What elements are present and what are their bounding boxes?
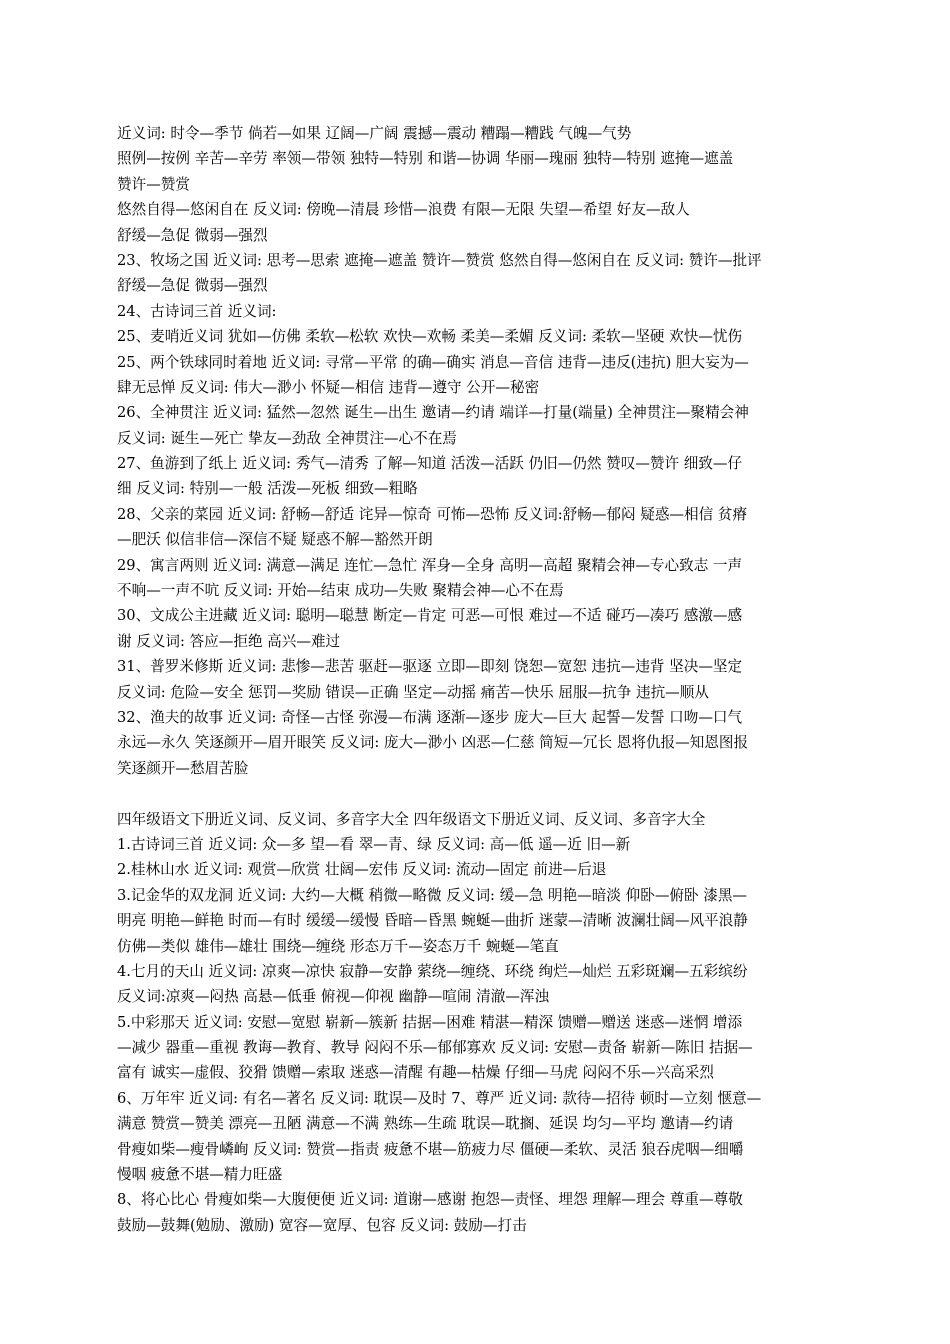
text-line: 舒缓—急促 微弱—强烈	[117, 277, 268, 295]
text-line: 24、古诗词三首 近义词:	[117, 302, 277, 320]
text-line: 5.中彩那天 近义词: 安慰—宽慰 崭新—簇新 拮据—困难 精湛—精深 馈赠—赠送 迷惑—迷惘 增添	[117, 1013, 743, 1031]
paragraph-gap	[117, 781, 837, 806]
text-line: 赞许—赞赏	[117, 175, 190, 193]
text-line: 3.记金华的双龙洞 近义词: 大约—大概 稍微—略微 反义词: 缓—急 明艳—暗淡 仰卧—俯卧 漆黑—	[117, 886, 748, 904]
text-line: 骨瘦如柴—瘦骨嶙峋 反义词: 赞赏—指责 疲惫不堪—筋疲力尽 僵硬—柔软、灵活 狼吞虎咽—细嚼	[117, 1140, 744, 1158]
text-line: 反义词: 诞生—死亡 挚友—劲敌 全神贯注—心不在焉	[117, 429, 457, 447]
text-line: 26、全神贯注 近义词: 猛然—忽然 诞生—出生 邀请—约请 端详—打量(端量) 全神贯注—聚精会神	[117, 404, 749, 422]
text-line: 1.古诗词三首 近义词: 众—多 望—看 翠—青、绿 反义词: 高—低 遥—近 旧—新	[117, 835, 631, 853]
text-line: 舒缓—急促 微弱—强烈	[117, 226, 268, 244]
text-line: 谢 反义词: 答应—拒绝 高兴—难过	[117, 632, 341, 650]
section-vocabulary-part1	[117, 121, 837, 781]
section-heading: 四年级语文下册近义词、反义词、多音字大全 四年级语文下册近义词、反义词、多音字大全	[117, 810, 706, 828]
text-line: —肥沃 似信非信—深信不疑 疑惑不解—豁然开朗	[117, 531, 433, 549]
text-line: 反义词:凉爽—闷热 高悬—低垂 俯视—仰视 幽静—喧闹 清澈—浑浊	[117, 988, 550, 1006]
text-line: 反义词: 危险—安全 惩罚—奖励 错误—正确 坚定—动摇 痛苦—快乐 屈服—抗争 违抗—顺从	[117, 683, 709, 701]
text-line: 悠然自得—悠闲自在 反义词: 傍晚—清晨 珍惜—浪费 有限—无限 失望—希望 好友—敌人	[117, 201, 690, 219]
text-line: 25、两个铁球同时着地 近义词: 寻常—平常 的确—确实 消息—音信 违背—违反(违抗) 胆大妄为—	[117, 353, 749, 371]
text-line: 明亮 明艳—鲜艳 时而—有时 缓缓—缓慢 昏暗—昏黑 蜿蜒—曲折 迷蒙—清晰 波澜壮阔—风平浪静	[117, 912, 748, 930]
text-line: 27、鱼游到了纸上 近义词: 秀气—清秀 了解—知道 活泼—活跃 仍旧—仍然 赞叹—赞许 细致—仔	[117, 455, 743, 473]
text-line: 6、万年牢 近义词: 有名—著名 反义词: 耽误—及时 7、尊严 近义词: 款待—招待 顿时—立刻 惬意—	[117, 1089, 762, 1107]
text-line: 永远—永久 笑逐颜开—眉开眼笑 反义词: 庞大—渺小 凶恶—仁慈 简短—冗长 恩将仇报—知恩图报	[117, 734, 749, 752]
text-line: 25、麦哨近义词 犹如—仿佛 柔软—松软 欢快—欢畅 柔美—柔媚 反义词: 柔软—坚硬 欢快—忧伤	[117, 328, 743, 346]
text-line: 31、普罗米修斯 近义词: 悲惨—悲苦 驱赶—驱逐 立即—即刻 饶恕—宽恕 违抗—违背 坚决—坚定	[117, 658, 743, 676]
text-line: 笑逐颜开—愁眉苦脸	[117, 759, 249, 777]
text-line: 28、父亲的菜园 近义词: 舒畅—舒适 诧异—惊奇 可怖—恐怖 反义词:舒畅—郁闷 疑惑—相信 贫瘠	[117, 505, 748, 523]
text-line: 23、牧场之国 近义词: 思考—思索 遮掩—遮盖 赞许—赞赏 悠然自得—悠闲自在 反义词: 赞许—批评	[117, 251, 762, 269]
text-line: 慢咽 疲惫不堪—精力旺盛	[117, 1166, 283, 1184]
text-line: 仿佛—类似 雄伟—雄壮 围绕—缠绕 形态万千—姿态万千 蜿蜒—笔直	[117, 937, 559, 955]
text-line: —减少 器重—重视 教诲—教育、教导 闷闷不乐—郁郁寡欢 反义词: 安慰—责备 崭新—陈旧 拮据—	[117, 1039, 753, 1057]
section-vocabulary-part2	[117, 807, 837, 1239]
text-line: 4.七月的天山 近义词: 凉爽—凉快 寂静—安静 萦绕—缠绕、环绕 绚烂—灿烂 五彩斑斓—五彩缤纷	[117, 962, 748, 980]
text-line: 不响—一声不吭 反义词: 开始—结束 成功—失败 聚精会神—心不在焉	[117, 582, 564, 600]
text-line: 满意 赞赏—赞美 漂亮—丑陋 满意—不满 熟练—生疏 耽误—耽搁、延误 均匀—平均 邀请—约请	[117, 1115, 734, 1133]
text-line: 肆无忌惮 反义词: 伟大—渺小 怀疑—相信 违背—遵守 公开—秘密	[117, 378, 540, 396]
document-page	[117, 121, 837, 1238]
text-line: 照例—按例 辛苦—辛劳 率领—带领 独特—特别 和谐—协调 华丽—瑰丽 独特—特别 遮掩—遮盖	[117, 150, 734, 168]
text-line: 鼓励—鼓舞(勉励、激励) 宽容—宽厚、包容 反义词: 鼓励—打击	[117, 1216, 527, 1234]
text-line: 30、文成公主进藏 近义词: 聪明—聪慧 断定—肯定 可恶—可恨 难过—不适 碰巧—凑巧 感激—感	[117, 607, 743, 625]
text-line: 32、渔夫的故事 近义词: 奇怪—古怪 弥漫—布满 逐渐—逐步 庞大—巨大 起誓—发誓 口吻—口气	[117, 708, 743, 726]
text-line: 2.桂林山水 近义词: 观赏—欣赏 壮阔—宏伟 反义词: 流动—固定 前进—后退	[117, 861, 607, 879]
text-line: 细 反义词: 特别—一般 活泼—死板 细致—粗略	[117, 480, 418, 498]
text-line: 29、寓言两则 近义词: 满意—满足 连忙—急忙 浑身—全身 高明—高超 聚精会神—专心致志 一声	[117, 556, 743, 574]
text-line: 近义词: 时令—季节 倘若—如果 辽阔—广阔 震撼—震动 糟蹋—糟践 气魄—气势	[117, 125, 632, 142]
text-line: 富有 诚实—虚假、狡猾 馈赠—索取 迷惑—清醒 有趣—枯燥 仔细—马虎 闷闷不乐—兴高采烈	[117, 1064, 714, 1082]
text-line: 8、将心比心 骨瘦如柴—大腹便便 近义词: 道谢—感谢 抱怨—责怪、埋怨 理解—理会 尊重—尊敬	[117, 1191, 743, 1209]
